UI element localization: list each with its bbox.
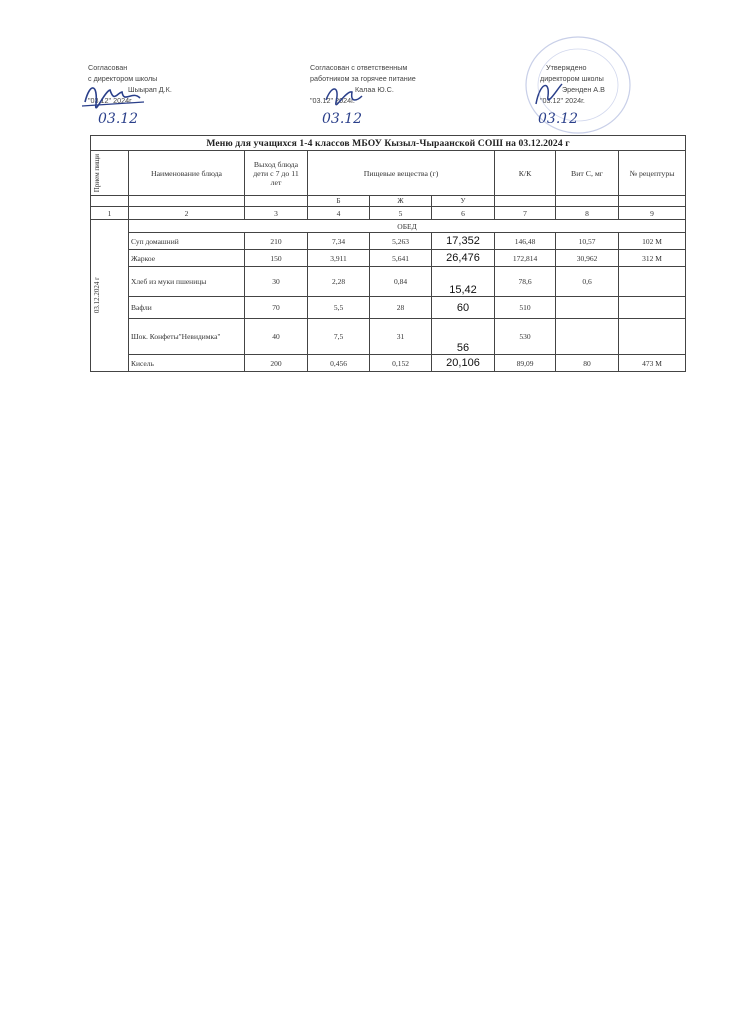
- approval-director: [540, 62, 605, 106]
- approval-line: Эренден А.В: [562, 85, 605, 94]
- dish-name: Кисель: [129, 355, 245, 372]
- approval-line: работником за горячее питание: [310, 74, 416, 83]
- approval-line: с директором школы: [88, 74, 158, 83]
- approval-line: Согласован с ответственным: [310, 63, 408, 72]
- dish-recipe: [619, 319, 686, 355]
- dish-name: Вафли: [129, 297, 245, 319]
- dish-recipe: 312 М: [619, 250, 686, 267]
- dish-kcal: 146,48: [495, 233, 556, 250]
- col-number: 5: [370, 207, 432, 220]
- dish-vitc: [556, 319, 619, 355]
- dish-fat: 31: [370, 319, 432, 355]
- dish-kcal: 172,814: [495, 250, 556, 267]
- dish-name: Шок. Конфеты"Невидимка": [129, 319, 245, 355]
- dish-fat: 0,84: [370, 267, 432, 297]
- sub-empty: [129, 196, 245, 207]
- dish-fat: 5,263: [370, 233, 432, 250]
- section-title: ОБЕД: [129, 220, 686, 233]
- dish-kcal: 89,09: [495, 355, 556, 372]
- approval-principal: [88, 62, 172, 106]
- col-number: 7: [495, 207, 556, 220]
- table-row: [91, 250, 686, 267]
- svg-text:03.12: 03.12: [538, 111, 579, 127]
- approval-line: "03.12" 2024г.: [88, 96, 133, 105]
- header-kk: К/К: [495, 151, 556, 196]
- approval-line: директором школы: [540, 74, 604, 83]
- menu-table: [90, 135, 686, 372]
- svg-text:03.12: 03.12: [98, 111, 139, 127]
- dish-name: Хлеб из муки пшеницы: [129, 267, 245, 297]
- dish-recipe: [619, 267, 686, 297]
- dish-carbs: 26,476: [432, 250, 495, 267]
- dish-protein: 7,34: [308, 233, 370, 250]
- dish-recipe: [619, 297, 686, 319]
- dish-kcal: 510: [495, 297, 556, 319]
- sub-empty: [556, 196, 619, 207]
- dish-name: Жаркое: [129, 250, 245, 267]
- dish-vitc: 10,57: [556, 233, 619, 250]
- dish-kcal: 530: [495, 319, 556, 355]
- dish-carbs: 20,106: [432, 355, 495, 372]
- sub-empty: [619, 196, 686, 207]
- dish-fat: 28: [370, 297, 432, 319]
- dish-fat: 5,641: [370, 250, 432, 267]
- dish-recipe: 102 М: [619, 233, 686, 250]
- dish-protein: 5,5: [308, 297, 370, 319]
- dish-name: Суп домашний: [129, 233, 245, 250]
- svg-text:03.12: 03.12: [322, 111, 363, 127]
- dish-protein: 0,456: [308, 355, 370, 372]
- table-row: [91, 267, 686, 297]
- header-vitc: Вит С, мг: [556, 151, 619, 196]
- sub-empty: [245, 196, 308, 207]
- sub-empty: [91, 196, 129, 207]
- dish-carbs: 17,352: [432, 233, 495, 250]
- header-nutrients: Пищевые вещества (г): [308, 151, 495, 196]
- date-cell: 03.12.2024 г: [91, 220, 129, 372]
- approval-line: Шыырап Д.К.: [128, 85, 172, 94]
- dish-yield: 210: [245, 233, 308, 250]
- header-dish: Наименование блюда: [129, 151, 245, 196]
- dish-vitc: [556, 297, 619, 319]
- dish-yield: 70: [245, 297, 308, 319]
- handwritten-date-3: [536, 108, 580, 128]
- col-number: 8: [556, 207, 619, 220]
- col-number: 9: [619, 207, 686, 220]
- sub-header-b: Б: [308, 196, 370, 207]
- dish-yield: 40: [245, 319, 308, 355]
- dish-carbs: 15,42: [432, 267, 495, 297]
- header-meal: Прием пищи: [91, 151, 129, 196]
- table-row: [91, 319, 686, 355]
- approval-line: "03.12" 2024г.: [540, 96, 585, 105]
- menu-title: Меню для учащихся 1-4 классов МБОУ Кызыл-Чыраанской СОШ на 03.12.2024 г: [91, 136, 686, 151]
- table-row: [91, 355, 686, 372]
- dish-yield: 150: [245, 250, 308, 267]
- dish-fat: 0,152: [370, 355, 432, 372]
- dish-carbs: 60: [432, 297, 495, 319]
- handwritten-date-1: [96, 108, 140, 128]
- col-number: 3: [245, 207, 308, 220]
- col-number: 6: [432, 207, 495, 220]
- col-number: 4: [308, 207, 370, 220]
- dish-carbs: 56: [432, 319, 495, 355]
- handwritten-date-2: [320, 108, 364, 128]
- header-recipe: № рецептуры: [619, 151, 686, 196]
- dish-protein: 3,911: [308, 250, 370, 267]
- sub-empty: [495, 196, 556, 207]
- table-row: [91, 297, 686, 319]
- dish-protein: 7,5: [308, 319, 370, 355]
- approval-header: [88, 62, 688, 134]
- dish-kcal: 78,6: [495, 267, 556, 297]
- dish-recipe: 473 М: [619, 355, 686, 372]
- approval-line: "03.12" 2024г.: [310, 96, 355, 105]
- table-row: [91, 233, 686, 250]
- sub-header-u: У: [432, 196, 495, 207]
- dish-vitc: 0,6: [556, 267, 619, 297]
- col-number: 2: [129, 207, 245, 220]
- approval-line: Калаа Ю.С.: [355, 85, 394, 94]
- dish-yield: 200: [245, 355, 308, 372]
- approval-line: Утверждено: [546, 63, 587, 72]
- approval-line: Согласован: [88, 63, 128, 72]
- dish-yield: 30: [245, 267, 308, 297]
- sub-header-zh: Ж: [370, 196, 432, 207]
- dish-vitc: 30,962: [556, 250, 619, 267]
- dish-protein: 2,28: [308, 267, 370, 297]
- header-yield: Выход блюда дети с 7 до 11 лет: [245, 151, 308, 196]
- approval-food-officer: [310, 62, 416, 106]
- dish-vitc: 80: [556, 355, 619, 372]
- col-number: 1: [91, 207, 129, 220]
